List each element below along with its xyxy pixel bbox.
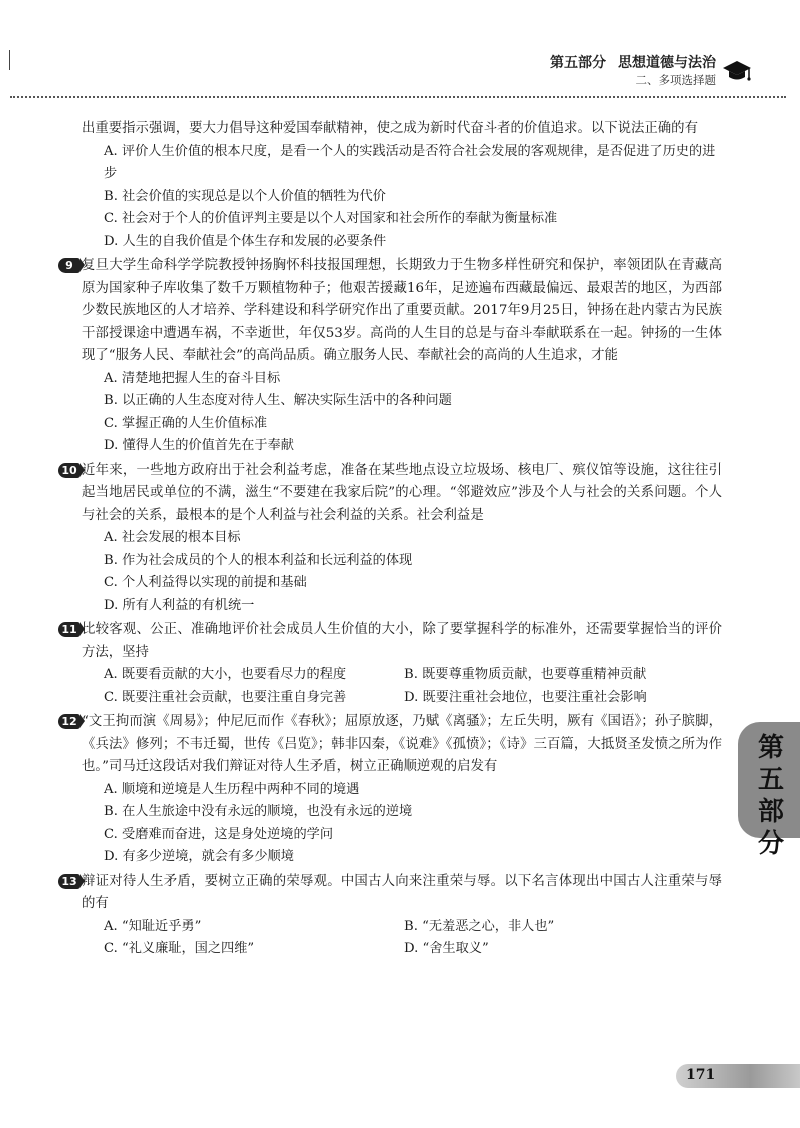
option-d: D. 有多少逆境，就会有多少顺境 — [104, 849, 294, 864]
page-number: 171 — [686, 1067, 716, 1083]
intro-option-b: B. 社会价值的实现总是以个人价值的牺牲为代价 — [104, 188, 386, 204]
side-tab-label: 第五部分 — [757, 733, 784, 859]
intro-option-d: D. 人生的自我价值是个体生存和发展的必要条件 — [104, 233, 387, 249]
option-a: A. 社会发展的根本目标 — [104, 530, 241, 545]
page-number-tab — [676, 1064, 800, 1088]
page-content — [61, 118, 722, 961]
question-12 — [61, 711, 722, 869]
intro-option-c: C. 社会对于个人的价值评判主要是以个人对国家和社会所作的奉献为衡量标准 — [104, 211, 558, 226]
option-d: D. 既要注重社会地位，也要注重社会影响 — [404, 689, 647, 705]
header-part: 第五部分 — [550, 55, 606, 71]
option-c: C. 掌握正确的人生价值标准 — [104, 415, 268, 431]
question-text: “文王拘而演《周易》；仲尼厄而作《春秋》；屈原放逐，乃赋《离骚》；左丘失明，厥有《国语》；孙子膑脚，《兵法》修列；不韦迁蜀，世传《吕览》；韩非囚秦，《说难》《孤愤》；《诗》三百篇，大抵贤圣发愤之所为作也。”司马迁这段话对我们辩证对待人生矛盾，树立正确顺逆观的启发有 — [82, 714, 722, 774]
option-row — [104, 664, 722, 687]
option-d: D. 懂得人生的价值首先在于奉献 — [104, 438, 294, 453]
option-b: B. 在人生旅途中没有永远的顺境，也没有永远的逆境 — [104, 804, 413, 819]
header-title — [550, 52, 716, 72]
option-row — [104, 687, 722, 710]
page-edge-mark — [9, 50, 10, 70]
option-c: C. 个人利益得以实现的前提和基础 — [104, 575, 307, 590]
option-d: D. “舍生取义” — [404, 941, 489, 956]
intro-option-a: A. 评价人生价值的根本尺度，是看一个人的实践活动是否符合社会发展的客观规律，是否促进了历史的进步 — [104, 143, 716, 181]
question-10 — [61, 460, 722, 618]
option-row — [104, 916, 722, 939]
question-number-badge: 9 — [58, 258, 80, 273]
running-header — [330, 50, 730, 88]
question-text: 近年来，一些地方政府出于社会利益考虑，准备在某些地点设立垃圾场、核电厂、殡仪馆等设施，这往往引起当地居民或单位的不满，滋生“不要建在我家后院”的心理。“邻避效应”涉及个人与社会的关系问题。个人与社会的关系，最根本的是个人利益与社会利益的关系。社会利益是 — [82, 462, 722, 523]
option-c: C. “礼义廉耻，国之四维” — [104, 941, 255, 956]
question-11 — [61, 619, 722, 709]
question-text: 辩证对待人生矛盾，要树立正确的荣辱观。中国古人向来注重荣与辱。以下名言体现出中国古人注重荣与辱的有 — [82, 873, 722, 911]
question-number-badge: 10 — [58, 463, 80, 478]
option-row — [104, 938, 722, 961]
question-number-badge: 11 — [58, 622, 80, 637]
graduation-cap-icon — [722, 58, 752, 84]
option-b: B. 作为社会成员的个人的根本利益和长远利益的体现 — [104, 552, 413, 568]
option-a: A. 顺境和逆境是人生历程中两种不同的境遇 — [104, 781, 360, 797]
question-9 — [65, 255, 722, 458]
header-divider — [10, 96, 786, 98]
option-c: C. 受磨难而奋进，这是身处逆境的学问 — [104, 826, 334, 842]
question-13 — [61, 871, 722, 961]
question-number-badge: 13 — [58, 874, 80, 889]
part-side-tab — [738, 722, 800, 859]
option-b: B. 既要尊重物质贡献，也要尊重精神贡献 — [404, 667, 647, 682]
header-section: 二、多项选择题 — [635, 73, 716, 87]
option-a: A. 清楚地把握人生的奋斗目标 — [104, 370, 281, 386]
option-a: A. “知耻近乎勇” — [104, 918, 202, 934]
option-b: B. 以正确的人生态度对待人生、解决实际生活中的各种问题 — [104, 393, 452, 408]
question-text: 比较客观、公正、准确地评价社会成员人生价值的大小，除了要掌握科学的标准外，还需要掌握恰当的评价方法，坚持 — [82, 622, 722, 660]
option-a: A. 既要看贡献的大小，也要看尽力的程度 — [104, 667, 347, 682]
intro-text: 出重要指示强调，要大力倡导这种爱国奉献精神，使之成为新时代奋斗者的价值追求。以下说法正确的有 — [82, 121, 698, 136]
question-number-badge: 12 — [58, 714, 80, 729]
option-b: B. “无羞恶之心，非人也” — [404, 918, 555, 934]
question-text: 复旦大学生命科学学院教授钟扬胸怀科技报国理想，长期致力于生物多样性研究和保护，率领团队在青藏高原为国家种子库收集了数千万颗植物种子；他艰苦援藏16年，足迹遍布西藏最偏远、最艰苦的地区，为西部少数民族地区的人才培养、学科建设和科学研究作出了重要贡献。2017年9月25日，钟扬在赴内蒙古为民族干部授课途中遭遇车祸，不幸逝世，年仅53岁。高尚的人生目的总是与奋斗奉献联系在一起。钟扬的一生体现了“服务人民、奉献社会”的高尚品质。确立服务人民、奉献社会的高尚的人生追求，才能 — [82, 258, 722, 363]
option-d: D. 所有人利益的有机统一 — [104, 597, 255, 613]
header-subject: 思想道德与法治 — [618, 55, 716, 71]
option-c: C. 既要注重社会贡献，也要注重自身完善 — [104, 689, 347, 705]
